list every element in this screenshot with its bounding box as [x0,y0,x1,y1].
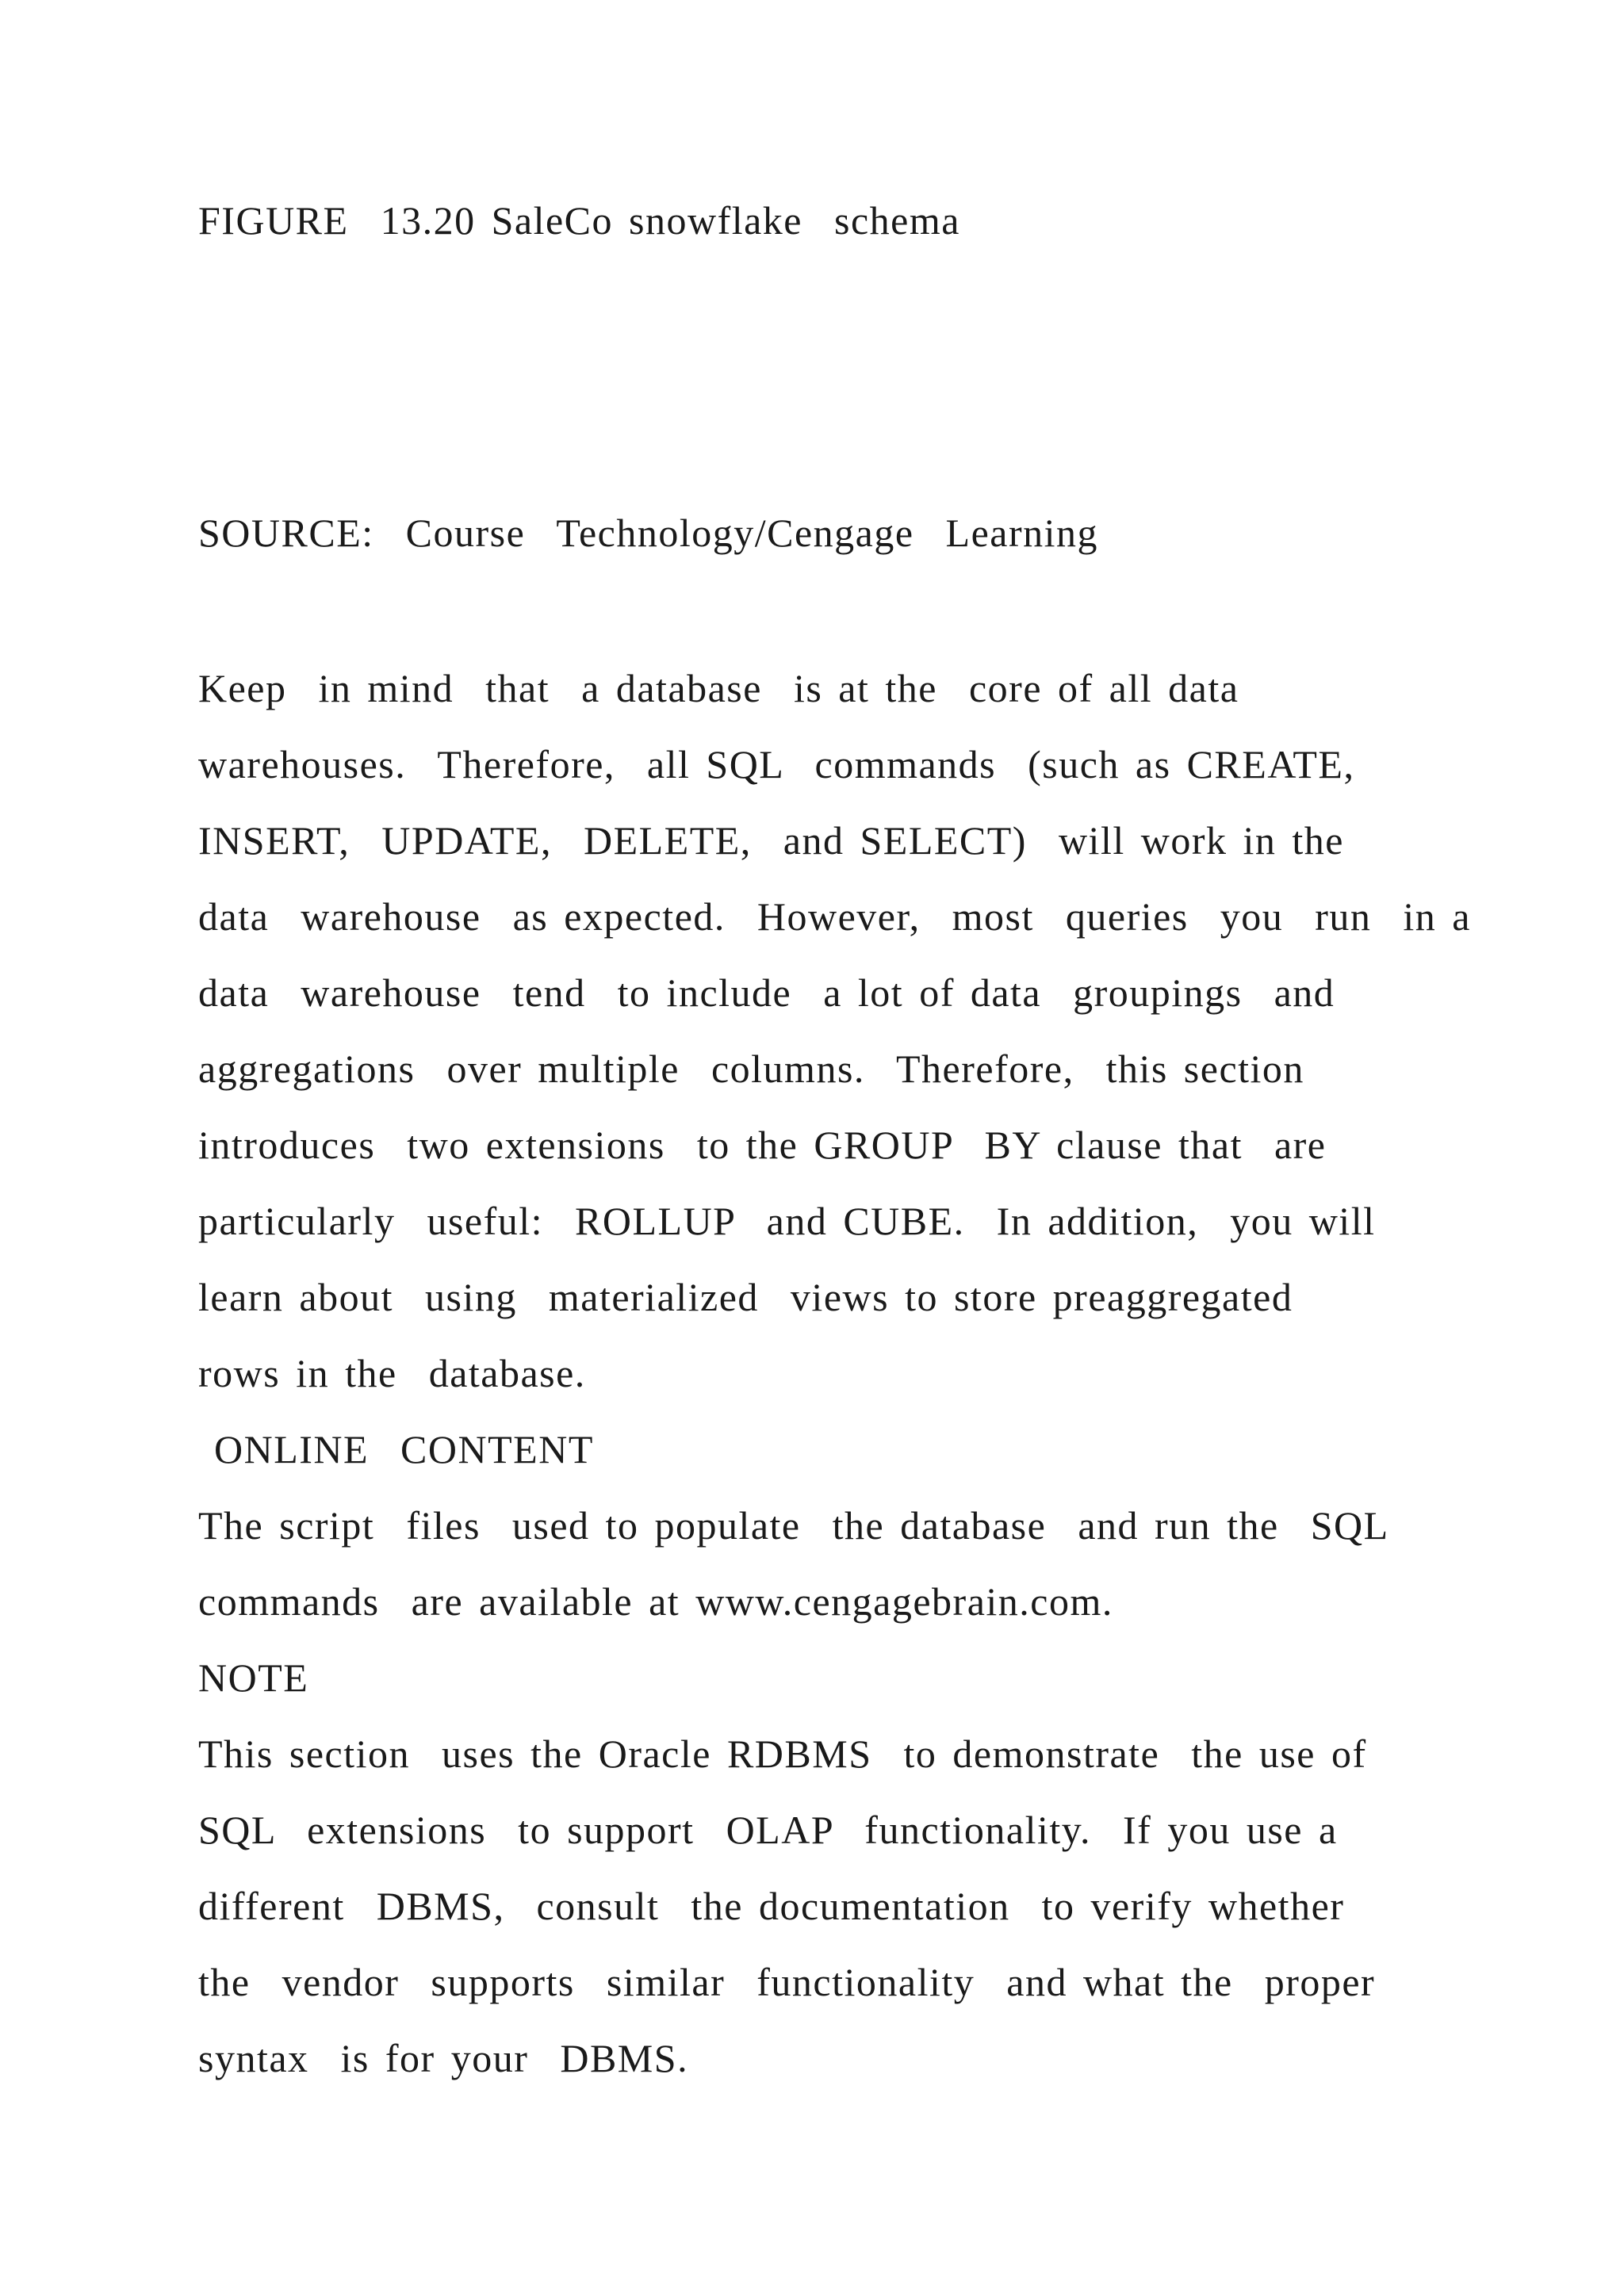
online-content-line: The script files used to populate the database and run the SQL [198,1503,1389,1548]
paragraph-line: data warehouse tend to include a lot of data groupings and [198,970,1335,1015]
note-heading: NOTE [198,1655,309,1700]
paragraph-line: data warehouse as expected. However, most queries you run in a [198,894,1471,939]
paragraph-line: learn about using materialized views to store preaggregated [198,1275,1293,1319]
paragraph-line: particularly useful: ROLLUP and CUBE. In addition, you will [198,1199,1376,1243]
paragraph-line: introduces two extensions to the GROUP BY clause that are [198,1123,1327,1167]
note-line: This section uses the Oracle RDBMS to demonstrate the use of [198,1732,1367,1776]
note-line: the vendor supports similar functionality and what the proper [198,1960,1376,2004]
note-line: syntax is for your DBMS. [198,2036,689,2080]
paragraph-line: aggregations over multiple columns. Therefore, this section [198,1047,1304,1091]
note-line: different DBMS, consult the documentation to verify whether [198,1884,1345,1928]
figure-caption: FIGURE 13.20 SaleCo snowflake schema [198,198,960,243]
online-content-line: commands are available at www.cengagebrain.com. [198,1579,1113,1624]
paragraph-line: Keep in mind that a database is at the core of all data [198,666,1239,710]
online-content-heading: ONLINE CONTENT [198,1427,594,1471]
paragraph-line: rows in the database. [198,1351,586,1395]
paragraph-line: INSERT, UPDATE, DELETE, and SELECT) will work in the [198,818,1344,863]
source-line: SOURCE: Course Technology/Cengage Learning [198,511,1099,555]
paragraph-line: warehouses. Therefore, all SQL commands (such as CREATE, [198,742,1355,786]
note-line: SQL extensions to support OLAP functionality. If you use a [198,1808,1338,1852]
